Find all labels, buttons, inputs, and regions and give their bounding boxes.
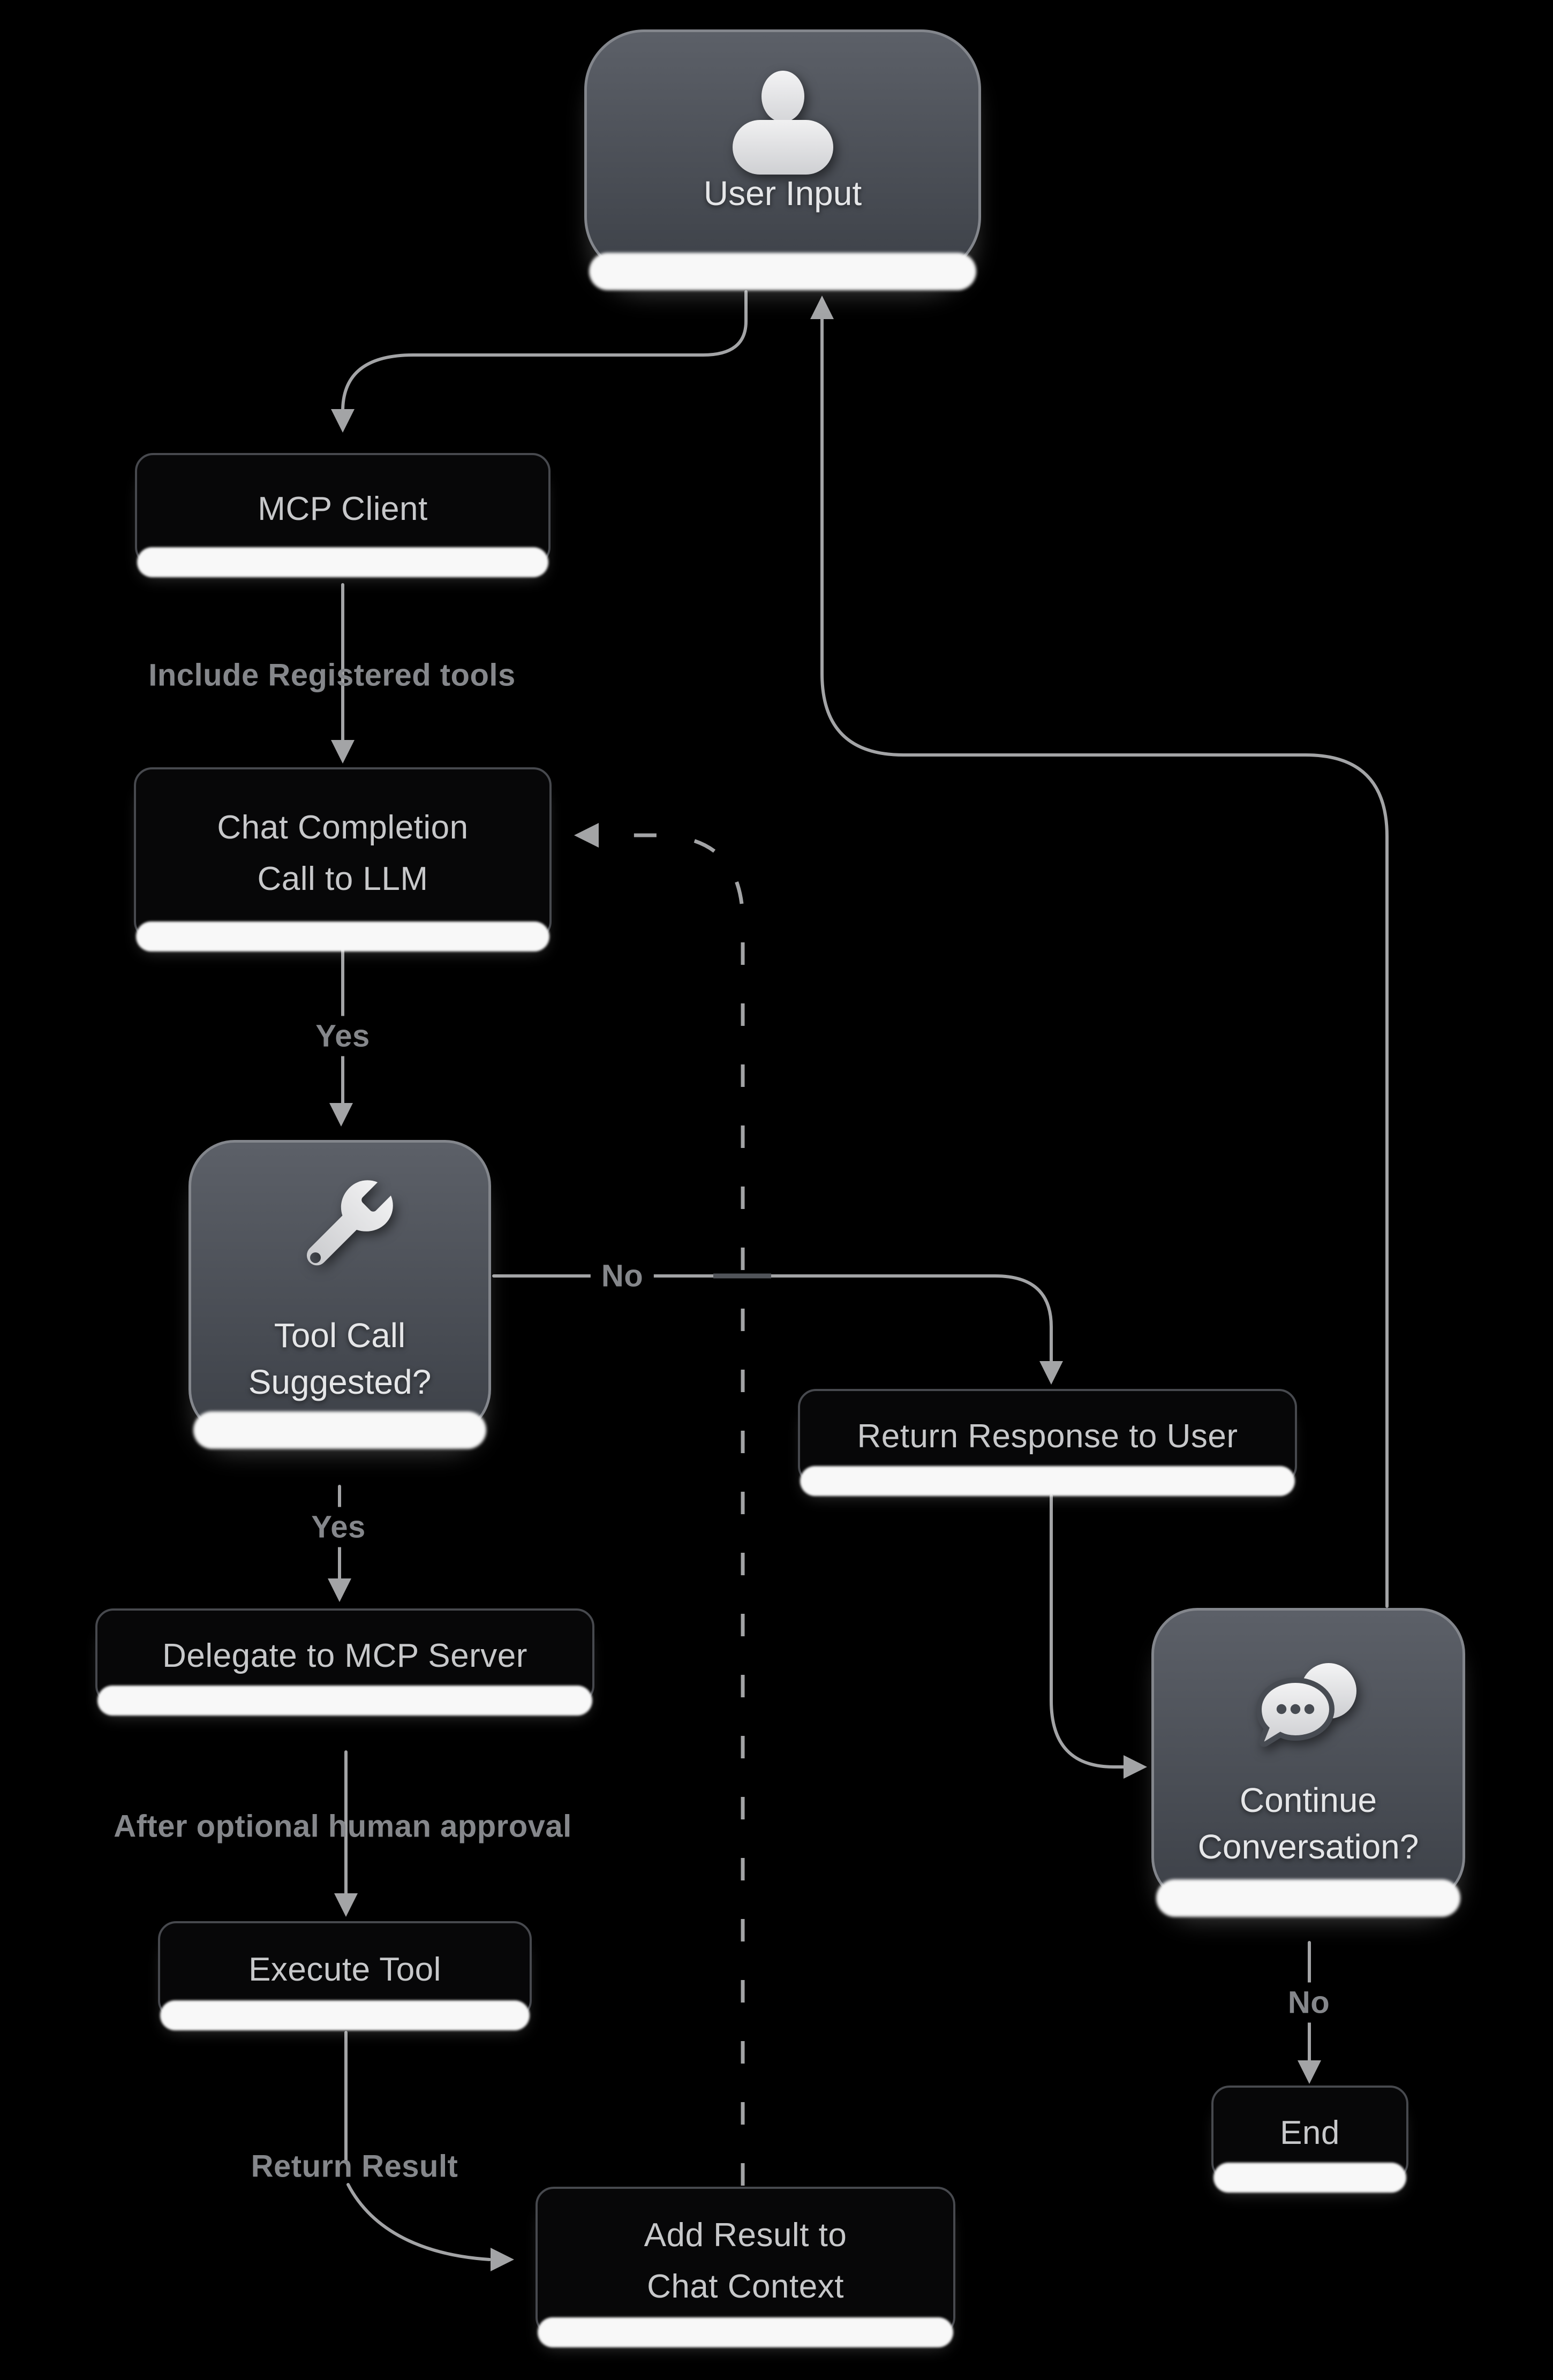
arrowhead-icon [491,2248,514,2271]
arrowhead-icon [1039,1361,1063,1385]
arrowhead-icon [329,1103,353,1127]
edge-label-include-registered-tools: Include Registered tools [148,658,516,693]
edge-return-result-to-add-result [348,2185,489,2260]
arrowhead-icon [1124,1755,1147,1779]
person-icon-head [762,71,804,122]
box-chat-completion-label: Chat Completion Call to LLM [217,809,469,897]
box-add-result-label: Add Result to Chat Context [644,2216,847,2305]
box-mcp-client [135,453,551,565]
node-tool-call-suggested [189,1140,491,1435]
edge-label-yes: Yes [300,1507,376,1547]
edge-label-after-optional-human-approval: After optional human approval [114,1809,572,1844]
edge-user-input-to-mcp-client [343,292,746,411]
arrowhead-icon [574,823,599,848]
edge-label-no: No [591,1256,654,1296]
box-chat-completion [134,767,552,940]
node-continue-label: Continue Conversation? [1197,1781,1419,1866]
box-delegate-label: Delegate to MCP Server [162,1637,527,1674]
box-delegate-to-mcp-server [95,1608,594,1704]
arrowhead-icon [1298,2060,1321,2084]
person-icon [729,71,836,178]
box-execute-tool [158,1921,532,2019]
arrowhead-icon [810,296,834,319]
edge-label-no: No [1277,1983,1340,2023]
arrowhead-icon [334,1893,358,1917]
person-icon-body [733,120,833,175]
box-return-response-to-user [798,1389,1297,1484]
chat-bubbles-icon [1245,1657,1371,1770]
edge-label-yes: Yes [305,1016,381,1056]
edge-tool-call-no-to-return-response [494,1276,1051,1361]
wrench-icon [273,1166,407,1300]
box-execute-tool-label: Execute Tool [248,1951,441,1988]
edge-label-return-result: Return Result [251,2149,458,2184]
box-return-response-label: Return Response to User [857,1417,1238,1455]
arrowhead-icon [331,409,355,433]
edge-return-response-to-continue [1051,1496,1124,1767]
box-end-label: End [1280,2114,1340,2151]
node-user-input [584,29,981,277]
edge-add-result-dashed-to-chat-completion [599,835,743,2186]
arrowhead-icon [328,1578,351,1602]
node-continue-conversation [1151,1608,1465,1903]
box-add-result-to-chat-context [536,2187,955,2336]
box-end [1211,2086,1408,2181]
arrowhead-icon [331,740,355,764]
node-user-input-label: User Input [703,173,862,213]
box-mcp-client-label: MCP Client [258,490,428,527]
node-tool-call-label: Tool Call Suggested? [248,1316,432,1401]
